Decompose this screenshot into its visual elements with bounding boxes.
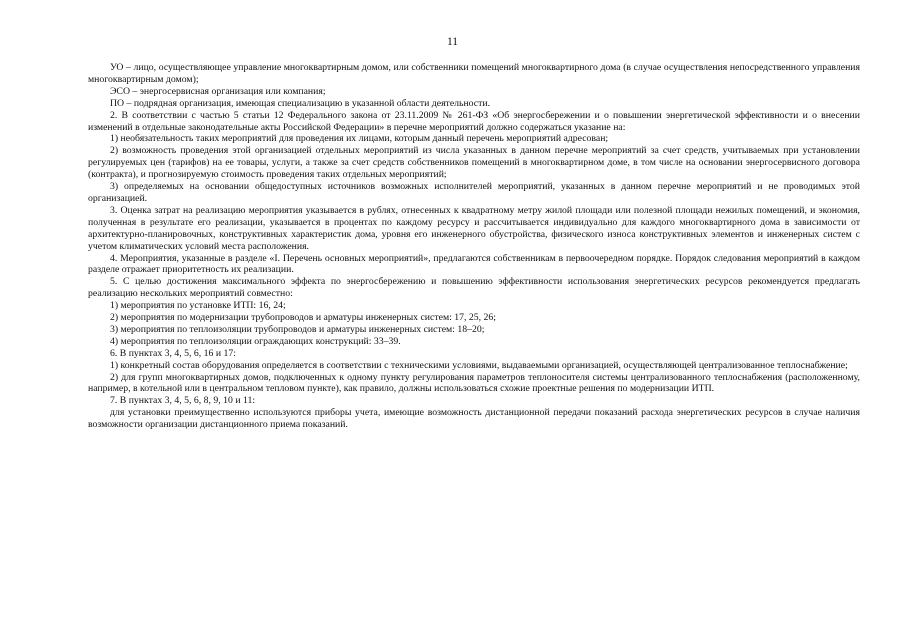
paragraph: УО – лицо, осуществляющее управление многоквартирным домом, или собственники помещений многоквартирного дома (в случае осуществления непосредственного управления многоквартирным домом); [88, 62, 860, 85]
paragraph: 3. Оценка затрат на реализацию мероприятия указывается в рублях, отнесенных к квадратному метру жилой площади или полезной площади нежилых помещений, и экономия, полученная в результате его реализации, указывается в процентах по каждому ресурсу и рассчитывается индивидуально для каждого многоквартирного дома в зависимости от архитектурно-планировочных, конструктивных характеристик дома, уровня его инженерного обустройства, физического износа конструктивных элементов и инженерных систем с учетом климатических условий места расположения. [88, 204, 860, 252]
paragraph: 3) мероприятия по теплоизоляции трубопроводов и арматуры инженерных систем: 18–20; [110, 323, 485, 335]
paragraph: 4. Мероприятия, указанные в разделе «I. Перечень основных мероприятий», предлагаются собственникам в первоочередном порядке. Порядок следования мероприятий в каждом разделе отражает приоритетность их реализации. [88, 252, 860, 276]
paragraph: 2. В соответствии с частью 5 статьи 12 Федерального закона от 23.11.2009 № 261-ФЗ «Об энергосбережении и о повышении энергетической эффективности и о внесении изменений в отдельные законодательные акты Российской Федерации» в перечне мероприятий должно содержаться указание на: [88, 109, 860, 133]
paragraph: 3) определяемых на основании общедоступных источников возможных исполнителей мероприятий, указанных в данном перечне мероприятий и не проводимых этой организацией. [88, 181, 860, 204]
paragraph: 5. С целью достижения максимального эффекта по энергосбережению и повышению эффективности использования энергетических ресурсов рекомендуется предлагать реализацию нескольких мероприятий совместно: [88, 276, 860, 300]
paragraph: 1) мероприятия по установке ИТП: 16, 24; [110, 300, 286, 312]
paragraph: 2) мероприятия по модернизации трубопроводов и арматуры инженерных систем: 17, 25, 26; [110, 312, 496, 324]
paragraph: 2) возможность проведения этой организацией отдельных мероприятий из числа указанных в данном перечне мероприятий за счет средств, учитываемых при установлении регулируемых цен (тарифов) на ее товары, услуги, а также за счет средств собственников помещений в многоквартирном доме, в том числе на основании энергосервисного договора (контракта), и прогнозируемую стоимость проведения таких отдельных мероприятий; [88, 145, 860, 181]
paragraph: 1) необязательность таких мероприятий для проведения их лицами, которым данный перечень мероприятий адресован; [110, 133, 609, 145]
paragraph: 7. В пунктах 3, 4, 5, 6, 8, 9, 10 и 11: [110, 395, 256, 407]
page-number: 11 [446, 36, 459, 48]
paragraph: ЭСО – энергосервисная организация или компания; [110, 85, 326, 97]
paragraph: 4) мероприятия по теплоизоляции ограждающих конструкций: 33–39. [110, 335, 401, 347]
paragraph: ПО – подрядная организация, имеющая специализацию в указанной области деятельности. [110, 97, 491, 109]
paragraph: 6. В пунктах 3, 4, 5, 6, 16 и 17: [110, 347, 236, 359]
document-body [88, 62, 860, 431]
paragraph: 2) для групп многоквартирных домов, подключенных к одному пункту регулирования параметров теплоносителя системы централизованного теплоснабжения (расположенному, например, в котельной или в центральном тепловом пункте), как правило, должны использоваться схожие проектные решения по модернизации ИТП. [88, 371, 860, 395]
paragraph: 1) конкретный состав оборудования определяется в соответствии с техническими условиями, выдаваемыми организацией, осуществляющей централизованное теплоснабжение; [110, 359, 848, 371]
paragraph: для установки преимущественно используются приборы учета, имеющие возможность дистанционной передачи показаний расхода энергетических ресурсов в случае наличия возможности организации дистанционного приема показаний. [88, 407, 860, 431]
